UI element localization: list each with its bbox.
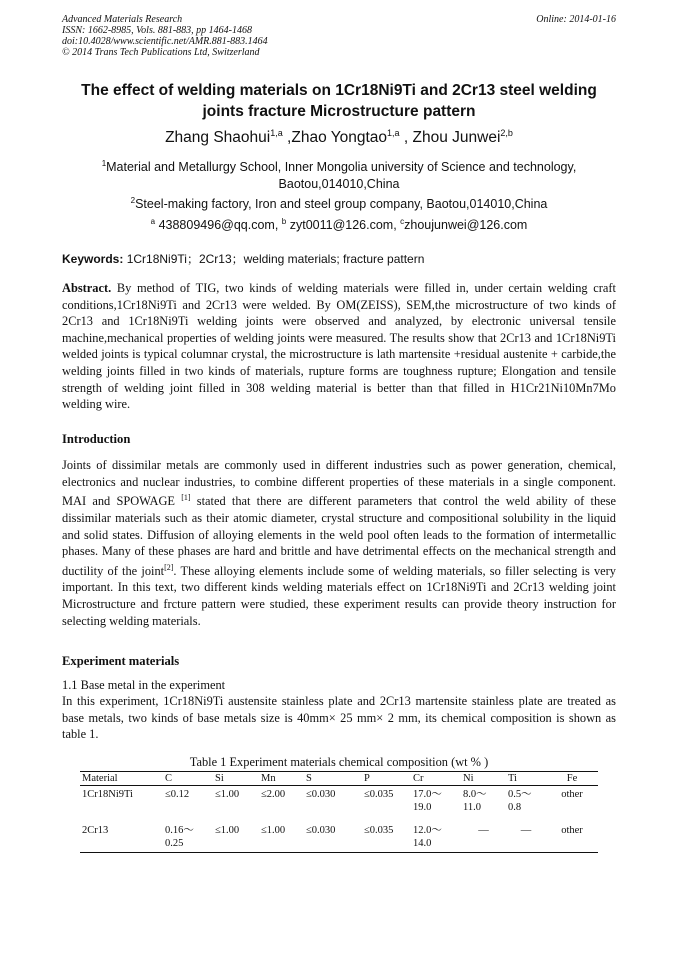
cell-line: 12.0～ [413, 825, 442, 836]
intro-text: stated that there are different parameters that control the weld ability of these dissimilar materials such as their atomic diameter, crystal structure and compositional solubility in the liquid and solid states. Diffusion of alloying elements in the weld pool often leads to the formation of intermetallic phases. Many of these phases are hard and brittle and have detrimental effects on the mechanical strength and ductility of the joint [62, 494, 616, 578]
affiliation-sup: 2 [130, 196, 136, 205]
cell-fe: other [561, 825, 583, 836]
affiliation-text: Steel-making factory, Iron and steel group company, Baotou,014010,China [135, 197, 548, 212]
keywords-label: Keywords: [62, 252, 124, 266]
cell-line: 11.0 [463, 802, 481, 813]
journal-name: Advanced Materials Research [62, 14, 183, 25]
table-header-cell: Cr [413, 773, 424, 784]
online-date: Online: 2014-01-16 [536, 14, 616, 25]
cell-mn: ≤1.00 [261, 825, 286, 836]
cell-p: ≤0.035 [364, 789, 394, 800]
keywords-line [62, 250, 424, 267]
cell-c [163, 786, 213, 825]
abstract-paragraph [62, 280, 616, 413]
email-address: zhoujunwei@126.com [404, 218, 528, 233]
cell-mn: ≤2.00 [261, 789, 286, 800]
abstract-text: By method of TIG, two kinds of welding materials were filled in, under certain welding craft conditions,1Cr18Ni9Ti and 2Cr13 were welded. By OM(ZEISS), SEM,the microstructure of two kinds of 2Cr13 and 1Cr18Ni9Ti welding joints were observed and analyzed, by electronic universal tensile machine,mechanical properties of welding joints were measured. The results show that 2Cr13 and 1Cr18Ni9Ti welded joints is typical columnar crystal, the microstructure is lath martensite +residual austenite + carbide,the welding joints filled in two kinds of materials, rupture forms are toughness rupture; Elongation and tensile strength of welding joint filled in 308 welding material is better than that filled in H1Cr21Ni10Mn7Mo welding wire. [62, 281, 616, 412]
cell-line: 0.25 [165, 838, 184, 849]
cell-si: ≤1.00 [215, 825, 240, 836]
doi-line: doi:10.4028/www.scientific.net/AMR.881-883.1464 [62, 36, 268, 47]
author-name: Zhou Junwei [412, 129, 501, 147]
affiliation-sup: 1 [101, 159, 107, 168]
cell-c [163, 824, 213, 853]
table-row [80, 824, 598, 853]
cell-line: 14.0 [413, 838, 432, 849]
cell-line: 19.0 [413, 802, 432, 813]
experiment-paragraph: In this experiment, 1Cr18Ni9Ti austensite stainless plate and 2Cr13 martensite stainless plate are treated as base metals, two kinds of base metals size is 40mm× 25 mm× 2 mm, its chemical composition is shown as table 1. [62, 694, 616, 742]
cell-ni: — [478, 825, 489, 836]
cell-s: ≤0.030 [306, 825, 336, 836]
table-header-cell: Ni [463, 773, 474, 784]
author-list [60, 128, 618, 147]
cell-ti [506, 786, 546, 825]
author-sup: 1,a [387, 128, 400, 138]
cell-line: ≤0.12 [165, 789, 190, 800]
subsection-heading: 1.1 Base metal in the experiment [62, 678, 226, 692]
table-header-cell: Material [82, 773, 118, 784]
author-name: Zhao Yongtao [291, 129, 388, 147]
author-sup: 1,a [270, 128, 283, 138]
cell-fe: other [561, 789, 583, 800]
cell-material: 2Cr13 [82, 825, 109, 836]
citation-ref: [2] [164, 562, 174, 572]
cell-ti: — [520, 825, 532, 836]
author-separator: , [287, 129, 292, 147]
paper-title: The effect of welding materials on 1Cr18Ni9Ti and 2Cr13 steel welding joints fracture Microstructure pattern [81, 82, 597, 120]
section-heading-introduction: Introduction [62, 432, 131, 446]
table-header-cell: C [165, 773, 173, 784]
table-header-cell: Ti [508, 773, 517, 784]
author-name: Zhang Shaohui [165, 129, 271, 147]
email-sup: a [150, 217, 156, 226]
cell-s: ≤0.030 [306, 789, 336, 800]
cell-material: 1Cr18Ni9Ti [82, 789, 133, 800]
cell-line: 17.0～ [413, 789, 442, 800]
cell-cr [411, 786, 461, 825]
table-header-cell: P [364, 773, 370, 784]
email-sup: b [281, 217, 287, 226]
table-header-cell: Mn [261, 773, 276, 784]
cell-line: 0.8 [508, 802, 522, 813]
abstract-label: Abstract. [62, 281, 112, 295]
journal-header [62, 14, 268, 58]
affiliation-text: Material and Metallurgy School, Inner Mongolia university of Science and technology, Baotou,014010,China [106, 160, 577, 192]
introduction-paragraph [62, 457, 616, 629]
cell-cr [411, 824, 461, 853]
intro-text: . These alloying elements include some of welding materials, so filler selecting is very important. In this text, two different kinds welding materials effect on 1Cr18Ni9Ti and 2Cr13 welding joint Microstructure and frcture pattern were studied, these experiment results can provide theory instruction for selecting welding materials. [62, 563, 616, 628]
email-line [60, 213, 618, 234]
table-header-cell: S [306, 773, 312, 784]
affiliation-1 [60, 155, 618, 193]
table-row [80, 786, 598, 825]
table-header-cell: Fe [566, 773, 578, 784]
keywords-text: 1Cr18Ni9Ti；2Cr13；welding materials; fracture pattern [126, 252, 425, 266]
email-sup: c [400, 217, 405, 226]
copyright-line: © 2014 Trans Tech Publications Ltd, Switzerland [62, 47, 260, 58]
affiliation-2 [60, 192, 618, 213]
citation-ref: [1] [181, 493, 191, 503]
author-separator: , [403, 129, 413, 147]
issn-line: ISSN: 1662-8985, Vols. 881-883, pp 1464-1468 [62, 25, 252, 36]
cell-ni [461, 786, 506, 825]
email-address: zyt0011@126.com, [289, 218, 401, 233]
cell-si: ≤1.00 [215, 789, 240, 800]
cell-line: 0.16～ [165, 825, 194, 836]
table-header-cell: Si [215, 773, 224, 784]
table-header-row [80, 772, 598, 786]
composition-table [80, 771, 598, 853]
section-heading-experiment: Experiment materials [62, 654, 180, 668]
table-caption: Table 1 Experiment materials chemical composition (wt % ) [189, 755, 489, 769]
cell-line: 0.5～ [508, 789, 532, 800]
cell-p: ≤0.035 [364, 825, 394, 836]
intro-text: Joints of dissimilar metals are commonly used in different industries such as power generation, chemical, electronics and nuclear industries, to combine different properties of these materials in a single component. MAI and SPOWAGE [62, 458, 616, 509]
author-sup: 2,b [500, 128, 513, 138]
email-address: 438809496@qq.com, [158, 218, 282, 233]
cell-line: 8.0～ [463, 789, 487, 800]
